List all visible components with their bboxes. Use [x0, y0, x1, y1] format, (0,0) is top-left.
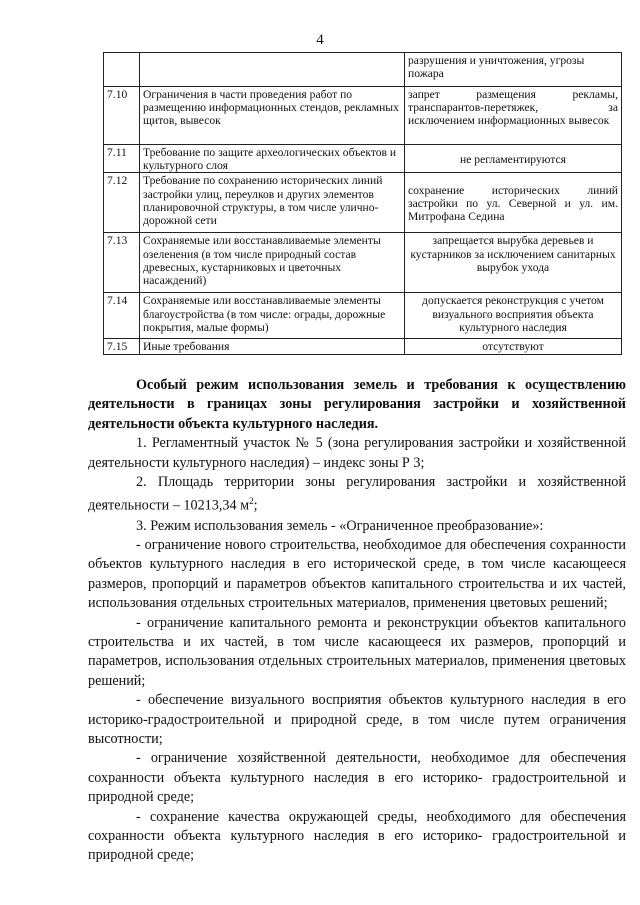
row-name: Сохраняемые или восстанавливаемые элементы благоустройства (в том числе: ограды, дорожные покрытия, малые формы): [140, 293, 405, 339]
row-requirement: запрещается вырубка деревьев и кустарников за исключением санитарных вырубок ухода: [405, 233, 622, 293]
row-name: [140, 53, 405, 87]
regulations-table: [103, 52, 622, 355]
section-heading: Особый режим использования земель и требования к осуществлению деятельности в границах зоны регулирования застройки и хозяйственной деятельности объекта культурного наследия.: [88, 377, 626, 432]
row-number: [104, 53, 140, 87]
row-name: Требование по защите археологических объектов и культурного слоя: [140, 145, 405, 173]
table-row: [104, 293, 622, 339]
bullet-item: - ограничение капитального ремонта и реконструкции объектов капитального строительства и их частей, в том числе касающееся их размеров, пропорций и параметров, использования отдельных строительных материалов, применения цветовых решений;: [88, 614, 626, 689]
table-row: [104, 339, 622, 354]
page-number: 4: [316, 32, 324, 48]
row-requirement: разрушения и уничтожения, угрозы пожара: [405, 53, 622, 87]
table-row: [104, 233, 622, 293]
bullet-item: - ограничение нового строительства, необходимое для обеспечения сохранности объектов культурного наследия в его исторической среде, в том числе касающееся размеров, пропорций и параметров объектов капитального строительства и их частей, использования отдельных строительных материалов, применения цветовых решений;: [88, 536, 626, 612]
row-name: Сохраняемые или восстанавливаемые элементы озеленения (в том числе природный состав древесных, кустарниковых и цветочных насаждений): [140, 233, 405, 293]
regulations-table-container: [103, 52, 622, 355]
table-row: [104, 145, 622, 173]
document-body: [88, 376, 626, 866]
row-name: Требование по сохранению исторических линий застройки улиц, переулков и других элементов планировочной структуры, в том числе улично-дорожной сети: [140, 173, 405, 233]
row-number: 7.15: [104, 339, 140, 354]
table-row: [104, 53, 622, 87]
item-2-text: 2. Площадь территории зоны регулирования застройки и хозяйственной деятельности – 10213,34 м: [88, 474, 626, 515]
row-requirement: допускается реконструкция с учетом визуального восприятия объекта культурного наследия: [405, 293, 622, 339]
row-requirement: сохранение исторических линий застройки по ул. Северной и ул. им. Митрофана Седина: [405, 173, 622, 233]
row-number: 7.10: [104, 87, 140, 145]
row-name: Ограничения в части проведения работ по размещению информационных стендов, рекламных щитов, вывесок: [140, 87, 405, 145]
bullet-item: - обеспечение визуального восприятия объектов культурного наследия в его историко-градостроительной и природной среде, в том числе путем ограничения высотности;: [88, 692, 626, 748]
item-2-end: ;: [253, 498, 258, 515]
row-number: 7.12: [104, 173, 140, 233]
item-2-superscript: 2: [249, 496, 254, 507]
table-row: [104, 87, 622, 145]
item-1: 1. Регламентный участок № 5 (зона регулирования застройки и хозяйственной деятельности культурного наследия) – индекс зоны Р 3;: [88, 435, 626, 471]
bullet-item: - ограничение хозяйственной деятельности, необходимое для обеспечения сохранности объекта культурного наследия в его историко- градостроительной и природной среде;: [88, 750, 626, 806]
item-2: [88, 473, 626, 517]
table-row: [104, 173, 622, 233]
row-number: 7.14: [104, 293, 140, 339]
item-3: 3. Режим использования земель - «Ограниченное преобразование»:: [136, 517, 544, 534]
row-requirement: запрет размещения рекламы, транспарантов-перетяжек, за исключением информационных вывесок: [405, 87, 622, 145]
row-number: 7.11: [104, 145, 140, 173]
row-number: 7.13: [104, 233, 140, 293]
bullet-item: - сохранение качества окружающей среды, необходимого для обеспечения сохранности объекта культурного наследия в его историко- градостроительной и природной среде;: [88, 808, 626, 864]
row-requirement: не регламентируются: [405, 145, 622, 173]
row-name: Иные требования: [140, 339, 405, 354]
row-requirement: отсутствуют: [405, 339, 622, 354]
